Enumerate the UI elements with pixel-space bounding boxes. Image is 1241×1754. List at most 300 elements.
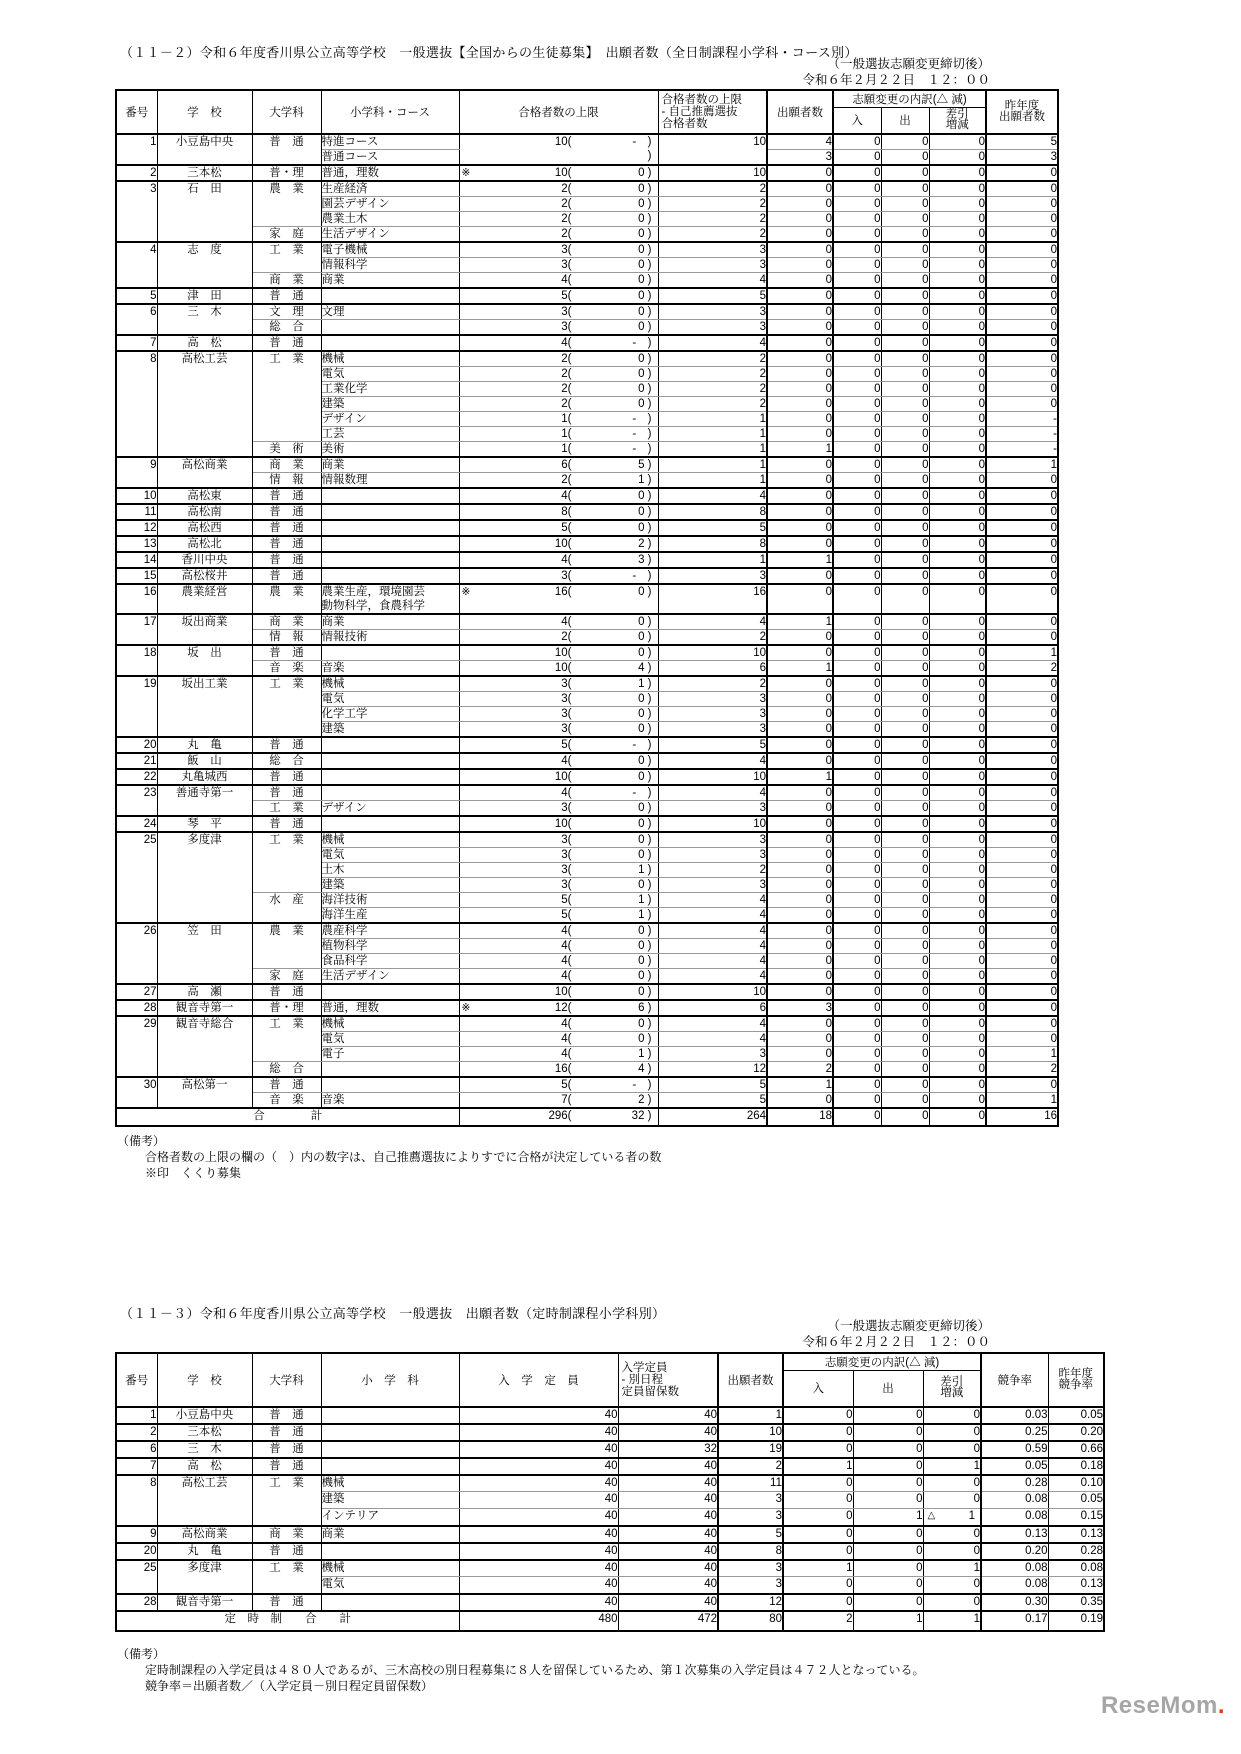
cell-applicants: 19 bbox=[718, 1441, 783, 1458]
cell-previous-year: 0 bbox=[986, 721, 1058, 737]
cell-course: 情報科学 bbox=[321, 257, 459, 272]
cell-limit-net: 4 bbox=[658, 272, 767, 288]
cell-capacity-net: 40 bbox=[618, 1492, 718, 1509]
cell-school: 三本松 bbox=[157, 165, 252, 181]
cell-out: 0 bbox=[881, 706, 929, 721]
cell-number: 25 bbox=[116, 832, 157, 923]
cell-limit: 4( 0 ) bbox=[459, 968, 658, 984]
cell-applicants: 0 bbox=[767, 304, 833, 320]
cell-course bbox=[321, 1458, 459, 1475]
cell-limit: 2( 0 ) bbox=[459, 366, 658, 381]
cell-in: 0 bbox=[783, 1577, 853, 1594]
cell-number: 14 bbox=[116, 552, 157, 568]
cell-out: 0 bbox=[881, 441, 929, 457]
cell-net-change: 0 bbox=[923, 1594, 981, 1611]
cell-out: 0 bbox=[881, 272, 929, 288]
cell-number: 29 bbox=[116, 1016, 157, 1077]
cell-net-change: 0 bbox=[923, 1577, 981, 1594]
cell-in: 0 bbox=[833, 441, 881, 457]
cell-out: 0 bbox=[853, 1594, 923, 1611]
cell-previous-year: 0 bbox=[986, 568, 1058, 584]
cell-out: 0 bbox=[881, 1016, 929, 1032]
cell-total-net-change: 0 bbox=[929, 1108, 986, 1126]
cell-applicants: 0 bbox=[767, 706, 833, 721]
cell-department: 総 合 bbox=[252, 1061, 321, 1077]
cell-limit-net: 4 bbox=[658, 968, 767, 984]
cell-previous-year: 0 bbox=[986, 984, 1058, 1000]
cell-course: 機械 bbox=[321, 1560, 459, 1577]
cell-school: 三 木 bbox=[157, 304, 252, 335]
cell-course: 建築 bbox=[321, 1492, 459, 1509]
cell-previous-year: 0 bbox=[986, 832, 1058, 848]
cell-net-change: 0 bbox=[929, 242, 986, 258]
cell-applicants: 0 bbox=[767, 892, 833, 907]
table-row bbox=[116, 488, 1058, 504]
cell-in: 0 bbox=[833, 938, 881, 953]
cell-net-change: 0 bbox=[929, 411, 986, 426]
cell-department: 普 通 bbox=[252, 520, 321, 536]
cell-previous-year: 0 bbox=[986, 211, 1058, 226]
cell-net-change: 0 bbox=[929, 1077, 986, 1093]
cell-department: 工 業 bbox=[252, 1475, 321, 1526]
table-row bbox=[116, 1353, 1104, 1371]
cell-number: 25 bbox=[116, 1560, 157, 1594]
cell-out: 0 bbox=[881, 816, 929, 832]
cell-department: 普 通 bbox=[252, 1424, 321, 1441]
cell-net-change: 0 bbox=[929, 319, 986, 335]
cell-course: 建築 bbox=[321, 396, 459, 411]
note-line: 合格者数の上限の欄の（ ）内の数字は、自己推薦選抜によりすでに合格が決定している者の数 bbox=[145, 1150, 662, 1164]
cell-school: 高松西 bbox=[157, 520, 252, 536]
cell-school: 香川中央 bbox=[157, 552, 252, 568]
cell-in: 0 bbox=[833, 504, 881, 520]
cell-applicants: 11 bbox=[718, 1475, 783, 1492]
cell-limit: 4( - ) bbox=[459, 335, 658, 351]
cell-total-in: 2 bbox=[783, 1611, 853, 1631]
cell-previous-year: 0 bbox=[986, 304, 1058, 320]
cell-course: 生産経済 bbox=[321, 181, 459, 197]
cell-in: 1 bbox=[783, 1560, 853, 1577]
cell-out: 0 bbox=[853, 1475, 923, 1492]
cell-net-change: 0 bbox=[929, 536, 986, 552]
cell-net-change: 0 bbox=[929, 288, 986, 304]
cell-applicants: 1 bbox=[767, 552, 833, 568]
cell-in: 0 bbox=[833, 907, 881, 923]
cell-applicants: 0 bbox=[767, 472, 833, 488]
cell-applicants: 0 bbox=[767, 832, 833, 848]
cell-department: 水 産 bbox=[252, 892, 321, 923]
cell-number: 9 bbox=[116, 1526, 157, 1543]
cell-course bbox=[321, 1424, 459, 1441]
table-row bbox=[116, 288, 1058, 304]
cell-in: 0 bbox=[833, 832, 881, 848]
cell-total-limit-net: 264 bbox=[658, 1108, 767, 1126]
cell-net-change: 0 bbox=[923, 1492, 981, 1509]
cell-total-capacity-net: 472 bbox=[618, 1611, 718, 1631]
cell-out: 0 bbox=[881, 1031, 929, 1046]
cell-competition-rate: 0.30 bbox=[981, 1594, 1048, 1611]
cell-in: 0 bbox=[833, 520, 881, 536]
cell-out: 0 bbox=[881, 520, 929, 536]
cell-limit-net: 12 bbox=[658, 1061, 767, 1077]
cell-capacity: 40 bbox=[459, 1458, 618, 1475]
cell-applicants: 0 bbox=[767, 1031, 833, 1046]
cell-previous-year: 0 bbox=[986, 520, 1058, 536]
cell-total-competition-rate: 0.17 bbox=[981, 1611, 1048, 1631]
cell-limit: 3( 0 ) bbox=[459, 877, 658, 892]
cell-in: 0 bbox=[833, 968, 881, 984]
cell-course: 土木 bbox=[321, 862, 459, 877]
cell-department: 普 通 bbox=[252, 645, 321, 661]
cell-capacity: 40 bbox=[459, 1509, 618, 1526]
cell-department: 工 業 bbox=[252, 800, 321, 816]
cell-limit-net: 10 bbox=[658, 165, 767, 181]
cell-limit: 4( 0 ) bbox=[459, 1031, 658, 1046]
header-school: 学 校 bbox=[157, 1353, 252, 1407]
table1-notes bbox=[117, 1133, 661, 1181]
cell-department: 普 通 bbox=[252, 1407, 321, 1424]
cell-net-change: 0 bbox=[929, 785, 986, 801]
cell-department: 普 通 bbox=[252, 536, 321, 552]
cell-department: 商 業 bbox=[252, 272, 321, 288]
note-line: 競争率＝出願者数／（入学定員－別日程定員留保数） bbox=[145, 1679, 434, 1693]
header-applicants: 出願者数 bbox=[718, 1353, 783, 1407]
cell-competition-rate: 0.25 bbox=[981, 1424, 1048, 1441]
cell-previous-year: 0 bbox=[986, 862, 1058, 877]
cell-limit-net: 10 bbox=[658, 645, 767, 661]
cell-course: 情報技術 bbox=[321, 629, 459, 645]
cell-limit: ※ 16( 0 ) bbox=[459, 584, 658, 614]
cell-capacity: 40 bbox=[459, 1560, 618, 1577]
cell-course bbox=[321, 335, 459, 351]
cell-limit: 4( 0 ) bbox=[459, 272, 658, 288]
cell-total-label: 定 時 制 合 計 bbox=[116, 1611, 459, 1631]
cell-out: 0 bbox=[881, 568, 929, 584]
cell-limit-net: 4 bbox=[658, 923, 767, 939]
table-row bbox=[116, 1594, 1104, 1611]
cell-limit-net: 4 bbox=[658, 938, 767, 953]
cell-capacity: 40 bbox=[459, 1543, 618, 1560]
table-row bbox=[116, 457, 1058, 473]
cell-out: 0 bbox=[881, 472, 929, 488]
cell-course: 特進コース bbox=[321, 134, 459, 150]
cell-course: 園芸デザイン bbox=[321, 196, 459, 211]
cell-total-capacity: 480 bbox=[459, 1611, 618, 1631]
cell-department: 普 通 bbox=[252, 1441, 321, 1458]
table-teijisei-11-3 bbox=[115, 1352, 1105, 1632]
cell-out: 0 bbox=[881, 800, 929, 816]
cell-course: 電子 bbox=[321, 1046, 459, 1061]
table-row bbox=[116, 441, 1058, 457]
cell-applicants: 1 bbox=[767, 660, 833, 676]
cell-net-change: 0 bbox=[929, 721, 986, 737]
cell-out: 0 bbox=[881, 134, 929, 150]
cell-in: 0 bbox=[833, 984, 881, 1000]
cell-capacity: 40 bbox=[459, 1407, 618, 1424]
cell-limit: 1( - ) bbox=[459, 441, 658, 457]
table2-right-note bbox=[115, 1318, 990, 1350]
cell-school: 多度津 bbox=[157, 832, 252, 923]
cell-previous-year: 0 bbox=[986, 800, 1058, 816]
table-row bbox=[116, 660, 1058, 676]
cell-department: 普 通 bbox=[252, 504, 321, 520]
cell-course: 海洋生産 bbox=[321, 907, 459, 923]
cell-school: 琴 平 bbox=[157, 816, 252, 832]
cell-in: 0 bbox=[833, 706, 881, 721]
cell-limit-net: 2 bbox=[658, 862, 767, 877]
cell-out: 0 bbox=[881, 877, 929, 892]
cell-applicants: 0 bbox=[767, 165, 833, 181]
cell-department: 情 報 bbox=[252, 472, 321, 488]
cell-net-change: 0 bbox=[929, 366, 986, 381]
cell-out: 0 bbox=[881, 411, 929, 426]
cell-previous-year: 0 bbox=[986, 196, 1058, 211]
cell-previous-year: 5 bbox=[986, 134, 1058, 150]
cell-in: 0 bbox=[833, 366, 881, 381]
cell-limit: 3( 0 ) bbox=[459, 691, 658, 706]
cell-school: 坂 出 bbox=[157, 645, 252, 676]
cell-limit-net: 4 bbox=[658, 785, 767, 801]
cell-in: 0 bbox=[833, 847, 881, 862]
cell-net-change: 0 bbox=[929, 520, 986, 536]
table-row bbox=[116, 134, 1058, 150]
cell-school: 高松商業 bbox=[157, 1526, 252, 1543]
cell-limit: 4( - ) bbox=[459, 785, 658, 801]
cell-capacity-net: 40 bbox=[618, 1407, 718, 1424]
cell-capacity: 40 bbox=[459, 1441, 618, 1458]
cell-out: 0 bbox=[881, 907, 929, 923]
cell-out: 0 bbox=[881, 319, 929, 335]
cell-in: 0 bbox=[833, 737, 881, 753]
cell-course: 植物科学 bbox=[321, 938, 459, 953]
cell-in: 0 bbox=[783, 1594, 853, 1611]
cell-limit-net: 3 bbox=[658, 800, 767, 816]
cell-course: 農産科学 bbox=[321, 923, 459, 939]
cell-net-change: 0 bbox=[929, 1016, 986, 1032]
cell-previous-year: 0 bbox=[986, 1016, 1058, 1032]
cell-in: 0 bbox=[833, 877, 881, 892]
cell-previous-year: 0 bbox=[986, 366, 1058, 381]
cell-school: 多度津 bbox=[157, 1560, 252, 1594]
table-row bbox=[116, 536, 1058, 552]
cell-limit-net: 2 bbox=[658, 366, 767, 381]
cell-course: 普通，理数 bbox=[321, 165, 459, 181]
cell-limit-net: 3 bbox=[658, 832, 767, 848]
cell-number: 7 bbox=[116, 1458, 157, 1475]
cell-capacity-net: 32 bbox=[618, 1441, 718, 1458]
table-row bbox=[116, 968, 1058, 984]
cell-net-change: 0 bbox=[929, 351, 986, 367]
cell-in: 0 bbox=[833, 288, 881, 304]
cell-previous-year: 0 bbox=[986, 584, 1058, 614]
cell-limit-net: 1 bbox=[658, 457, 767, 473]
header-out: 出 bbox=[853, 1371, 923, 1407]
cell-in: 0 bbox=[833, 351, 881, 367]
cell-previous-year: 0 bbox=[986, 226, 1058, 242]
cell-previous-year: 0 bbox=[986, 785, 1058, 801]
cell-net-change: 0 bbox=[929, 753, 986, 769]
cell-applicants: 0 bbox=[767, 226, 833, 242]
cell-number: 21 bbox=[116, 753, 157, 769]
header-applicants: 出願者数 bbox=[767, 90, 833, 134]
cell-limit: ※ 12( 6 ) bbox=[459, 1000, 658, 1016]
cell-capacity: 40 bbox=[459, 1492, 618, 1509]
cell-out: 0 bbox=[881, 149, 929, 165]
cell-in: 0 bbox=[833, 149, 881, 165]
cell-applicants: 0 bbox=[767, 584, 833, 614]
cell-limit: 3( 1 ) bbox=[459, 676, 658, 692]
cell-in: 0 bbox=[833, 196, 881, 211]
cell-applicants: 3 bbox=[767, 1000, 833, 1016]
cell-limit-net: 4 bbox=[658, 892, 767, 907]
cell-limit: 16( 4 ) bbox=[459, 1061, 658, 1077]
table-row bbox=[116, 351, 1058, 367]
cell-course: 生活デザイン bbox=[321, 226, 459, 242]
cell-limit: 2( 0 ) bbox=[459, 351, 658, 367]
cell-competition-rate: 0.28 bbox=[981, 1475, 1048, 1492]
cell-department: 工 業 bbox=[252, 1016, 321, 1062]
cell-previous-year: 0 bbox=[986, 272, 1058, 288]
cell-applicants: 0 bbox=[767, 785, 833, 801]
cell-out: 0 bbox=[881, 769, 929, 785]
cell-limit-net: 4 bbox=[658, 614, 767, 630]
cell-limit-net: 2 bbox=[658, 181, 767, 197]
cell-out: 0 bbox=[881, 335, 929, 351]
cell-previous-year: 0 bbox=[986, 242, 1058, 258]
cell-in: 0 bbox=[833, 691, 881, 706]
cell-out: 0 bbox=[881, 984, 929, 1000]
cell-previous-year: 0 bbox=[986, 504, 1058, 520]
cell-department: 普・理 bbox=[252, 165, 321, 181]
cell-applicants: 0 bbox=[767, 984, 833, 1000]
cell-department: 家 庭 bbox=[252, 226, 321, 242]
cell-school: 津 田 bbox=[157, 288, 252, 304]
cell-course bbox=[321, 984, 459, 1000]
cell-school: 高 瀬 bbox=[157, 984, 252, 1000]
cell-limit: 5( 1 ) bbox=[459, 907, 658, 923]
cell-net-change: 0 bbox=[929, 211, 986, 226]
cell-out: 0 bbox=[881, 847, 929, 862]
cell-previous-year: 0 bbox=[986, 381, 1058, 396]
cell-in: 0 bbox=[833, 472, 881, 488]
cell-previous-year: 0 bbox=[986, 319, 1058, 335]
cell-total-out: 1 bbox=[853, 1611, 923, 1631]
cell-previous-year-rate: 0.66 bbox=[1048, 1441, 1104, 1458]
cell-limit-net: 3 bbox=[658, 1046, 767, 1061]
cell-applicants: 0 bbox=[767, 568, 833, 584]
cell-applicants: 3 bbox=[718, 1577, 783, 1594]
cell-school: 高松工芸 bbox=[157, 1475, 252, 1526]
cell-limit-net: 5 bbox=[658, 288, 767, 304]
header-previous-year: 昨年度 出願者数 bbox=[986, 90, 1058, 134]
cell-applicants: 8 bbox=[718, 1543, 783, 1560]
cell-course: 電気 bbox=[321, 1031, 459, 1046]
cell-course: 電気 bbox=[321, 366, 459, 381]
cell-out: 0 bbox=[881, 536, 929, 552]
cell-in: 0 bbox=[833, 584, 881, 614]
cell-previous-year: 0 bbox=[986, 1077, 1058, 1093]
cell-in: 0 bbox=[833, 536, 881, 552]
cell-school: 小豆島中央 bbox=[157, 1407, 252, 1424]
resemom-logo-dot: . bbox=[1217, 1692, 1225, 1719]
cell-department: 普・理 bbox=[252, 1000, 321, 1016]
cell-competition-rate: 0.03 bbox=[981, 1407, 1048, 1424]
cell-out: 0 bbox=[881, 504, 929, 520]
cell-limit-net: 3 bbox=[658, 257, 767, 272]
cell-out: 0 bbox=[853, 1543, 923, 1560]
cell-course: 海洋技術 bbox=[321, 892, 459, 907]
cell-applicants: 0 bbox=[767, 504, 833, 520]
cell-in: 0 bbox=[783, 1526, 853, 1543]
cell-previous-year: 2 bbox=[986, 1061, 1058, 1077]
cell-net-change: 0 bbox=[929, 984, 986, 1000]
cell-department: 普 通 bbox=[252, 785, 321, 801]
cell-school: 観音寺第一 bbox=[157, 1594, 252, 1611]
cell-limit-net: 16 bbox=[658, 584, 767, 614]
cell-limit-net: 3 bbox=[658, 721, 767, 737]
cell-applicants: 0 bbox=[767, 968, 833, 984]
cell-capacity: 40 bbox=[459, 1526, 618, 1543]
cell-out: 0 bbox=[881, 1092, 929, 1108]
cell-course: 建築 bbox=[321, 721, 459, 737]
cell-net-change: 0 bbox=[929, 737, 986, 753]
table1-note-deadline: （一般選抜志願変更締切後） bbox=[827, 57, 990, 71]
cell-in: 0 bbox=[833, 552, 881, 568]
cell-applicants: 0 bbox=[767, 923, 833, 939]
cell-applicants: 0 bbox=[767, 411, 833, 426]
cell-net-change: 0 bbox=[929, 800, 986, 816]
cell-number: 1 bbox=[116, 134, 157, 165]
cell-course bbox=[321, 1441, 459, 1458]
resemom-logo bbox=[1101, 1692, 1225, 1720]
cell-in: 0 bbox=[783, 1407, 853, 1424]
cell-previous-year: 0 bbox=[986, 691, 1058, 706]
cell-previous-year-rate: 0.05 bbox=[1048, 1492, 1104, 1509]
cell-net-change: 0 bbox=[929, 552, 986, 568]
cell-net-change: 0 bbox=[923, 1526, 981, 1543]
cell-department: 普 通 bbox=[252, 288, 321, 304]
cell-previous-year: 2 bbox=[986, 660, 1058, 676]
cell-out: 0 bbox=[853, 1526, 923, 1543]
cell-in: 0 bbox=[783, 1475, 853, 1492]
table-row bbox=[116, 1543, 1104, 1560]
table-row bbox=[116, 520, 1058, 536]
cell-net-change: △ 1 bbox=[923, 1509, 981, 1526]
table-row bbox=[116, 769, 1058, 785]
cell-course: 普通，理数 bbox=[321, 1000, 459, 1016]
cell-applicants: 0 bbox=[767, 520, 833, 536]
cell-number: 7 bbox=[116, 335, 157, 351]
cell-previous-year: 0 bbox=[986, 335, 1058, 351]
cell-course: 普通コース bbox=[321, 149, 459, 165]
cell-capacity-net: 40 bbox=[618, 1577, 718, 1594]
cell-previous-year: 0 bbox=[986, 1031, 1058, 1046]
cell-competition-rate: 0.08 bbox=[981, 1577, 1048, 1594]
cell-in: 0 bbox=[833, 1031, 881, 1046]
cell-previous-year: 0 bbox=[986, 847, 1058, 862]
cell-course bbox=[321, 552, 459, 568]
cell-school: 高松北 bbox=[157, 536, 252, 552]
cell-course: 電気 bbox=[321, 691, 459, 706]
cell-course: 情報数理 bbox=[321, 472, 459, 488]
cell-department: 普 通 bbox=[252, 769, 321, 785]
header-department: 大学科 bbox=[252, 1353, 321, 1407]
table-row bbox=[116, 181, 1058, 197]
cell-course bbox=[321, 737, 459, 753]
cell-department: 家 庭 bbox=[252, 968, 321, 984]
cell-limit-net: 3 bbox=[658, 847, 767, 862]
cell-previous-year: 0 bbox=[986, 706, 1058, 721]
